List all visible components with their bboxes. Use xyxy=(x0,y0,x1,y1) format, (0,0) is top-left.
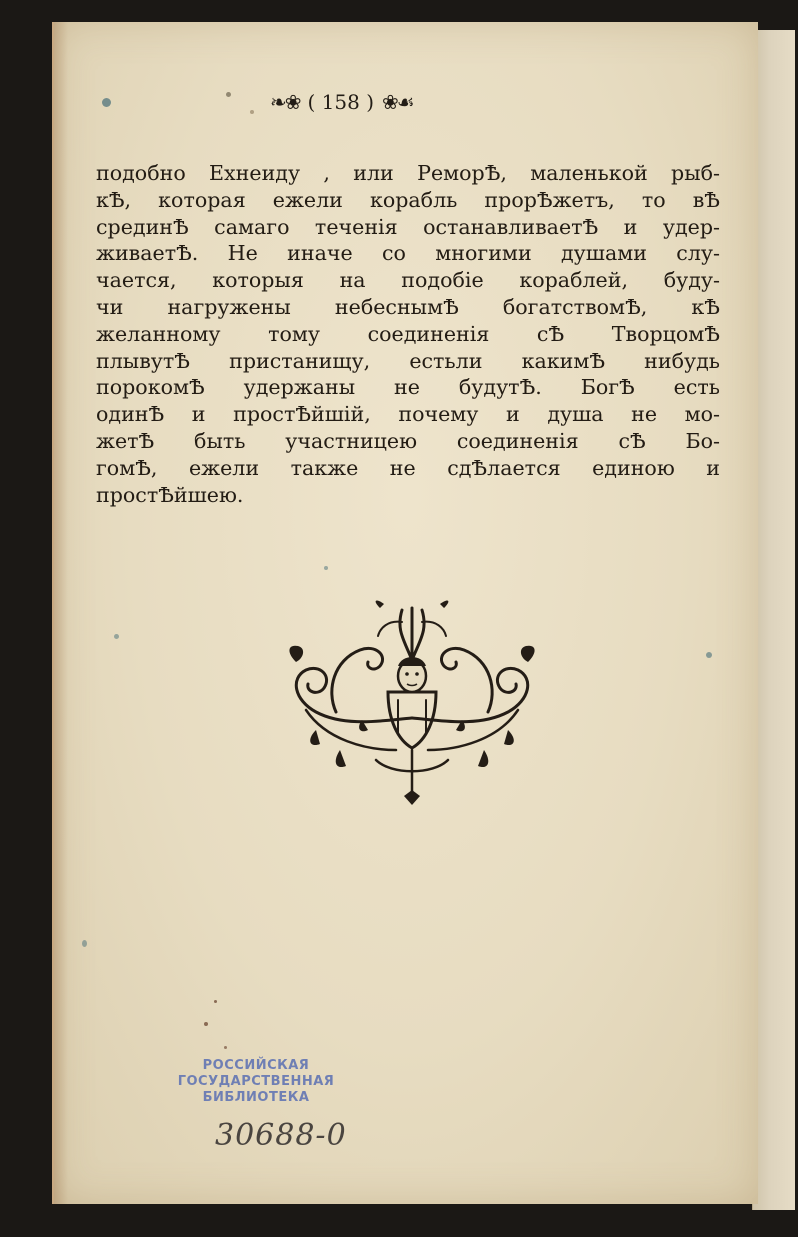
foxing-speck xyxy=(214,1000,217,1003)
foxing-speck xyxy=(226,92,231,97)
page-gutter-shadow xyxy=(54,22,68,1204)
text-line: порокомѢ удержаны не будутѢ. БогѢ есть xyxy=(96,375,720,400)
page-number: ( 158 ) xyxy=(307,90,375,114)
running-head xyxy=(270,88,490,116)
stamp-line-3: БИБЛИОТЕКА xyxy=(202,1090,310,1105)
text-line: кѢ, которая ежели корабль прорѢжетъ, то вѢ xyxy=(96,187,720,212)
text-line: чи нагружены небеснымѢ богатствомѢ, кѢ xyxy=(96,294,720,319)
floral-ornament-with-face-icon xyxy=(276,600,548,805)
foxing-speck xyxy=(224,1046,227,1049)
foxing-speck xyxy=(114,634,119,639)
text-line: простѢйшею. xyxy=(96,482,244,507)
foxing-speck xyxy=(204,1022,208,1026)
left-head-ornament: ❧❀ xyxy=(270,90,300,114)
body-text xyxy=(96,160,720,508)
text-line: одинѢ и простѢйшій, почему и душа не мо- xyxy=(96,402,720,427)
handwritten-shelfmark: 30688-0 xyxy=(215,1118,347,1153)
text-line: чается, которыя на подобіе кораблей, буду- xyxy=(96,268,720,293)
right-head-ornament: ❀☙ xyxy=(382,90,413,114)
text-line: подобно Ехнеиду , или РеморѢ, маленькой рыб- xyxy=(96,161,720,185)
text-line: жетѢ быть участницею соединенія сѢ Бо- xyxy=(96,428,720,453)
foxing-speck xyxy=(82,940,87,947)
foxing-speck xyxy=(250,110,254,114)
text-line: живаетѢ. Не иначе со многими душами слу- xyxy=(96,241,720,266)
foxing-speck xyxy=(102,98,111,107)
library-stamp xyxy=(176,1058,336,1106)
text-line: гомѢ, ежели также не сдѢлается единою и xyxy=(96,455,720,480)
stamp-line-1: РОССИЙСКАЯ xyxy=(202,1058,310,1073)
stamp-line-2: ГОСУДАРСТВЕННАЯ xyxy=(177,1074,335,1089)
text-line: срединѢ самаго теченія останавливаетѢ и удер- xyxy=(96,214,720,239)
foxing-speck xyxy=(706,652,712,658)
text-line: плывутѢ пристанищу, естьли какимѢ нибудь xyxy=(96,348,720,373)
next-page-edge xyxy=(752,30,795,1210)
foxing-speck xyxy=(324,566,328,570)
text-line: желанному тому соединенія сѢ ТворцомѢ xyxy=(96,321,720,346)
